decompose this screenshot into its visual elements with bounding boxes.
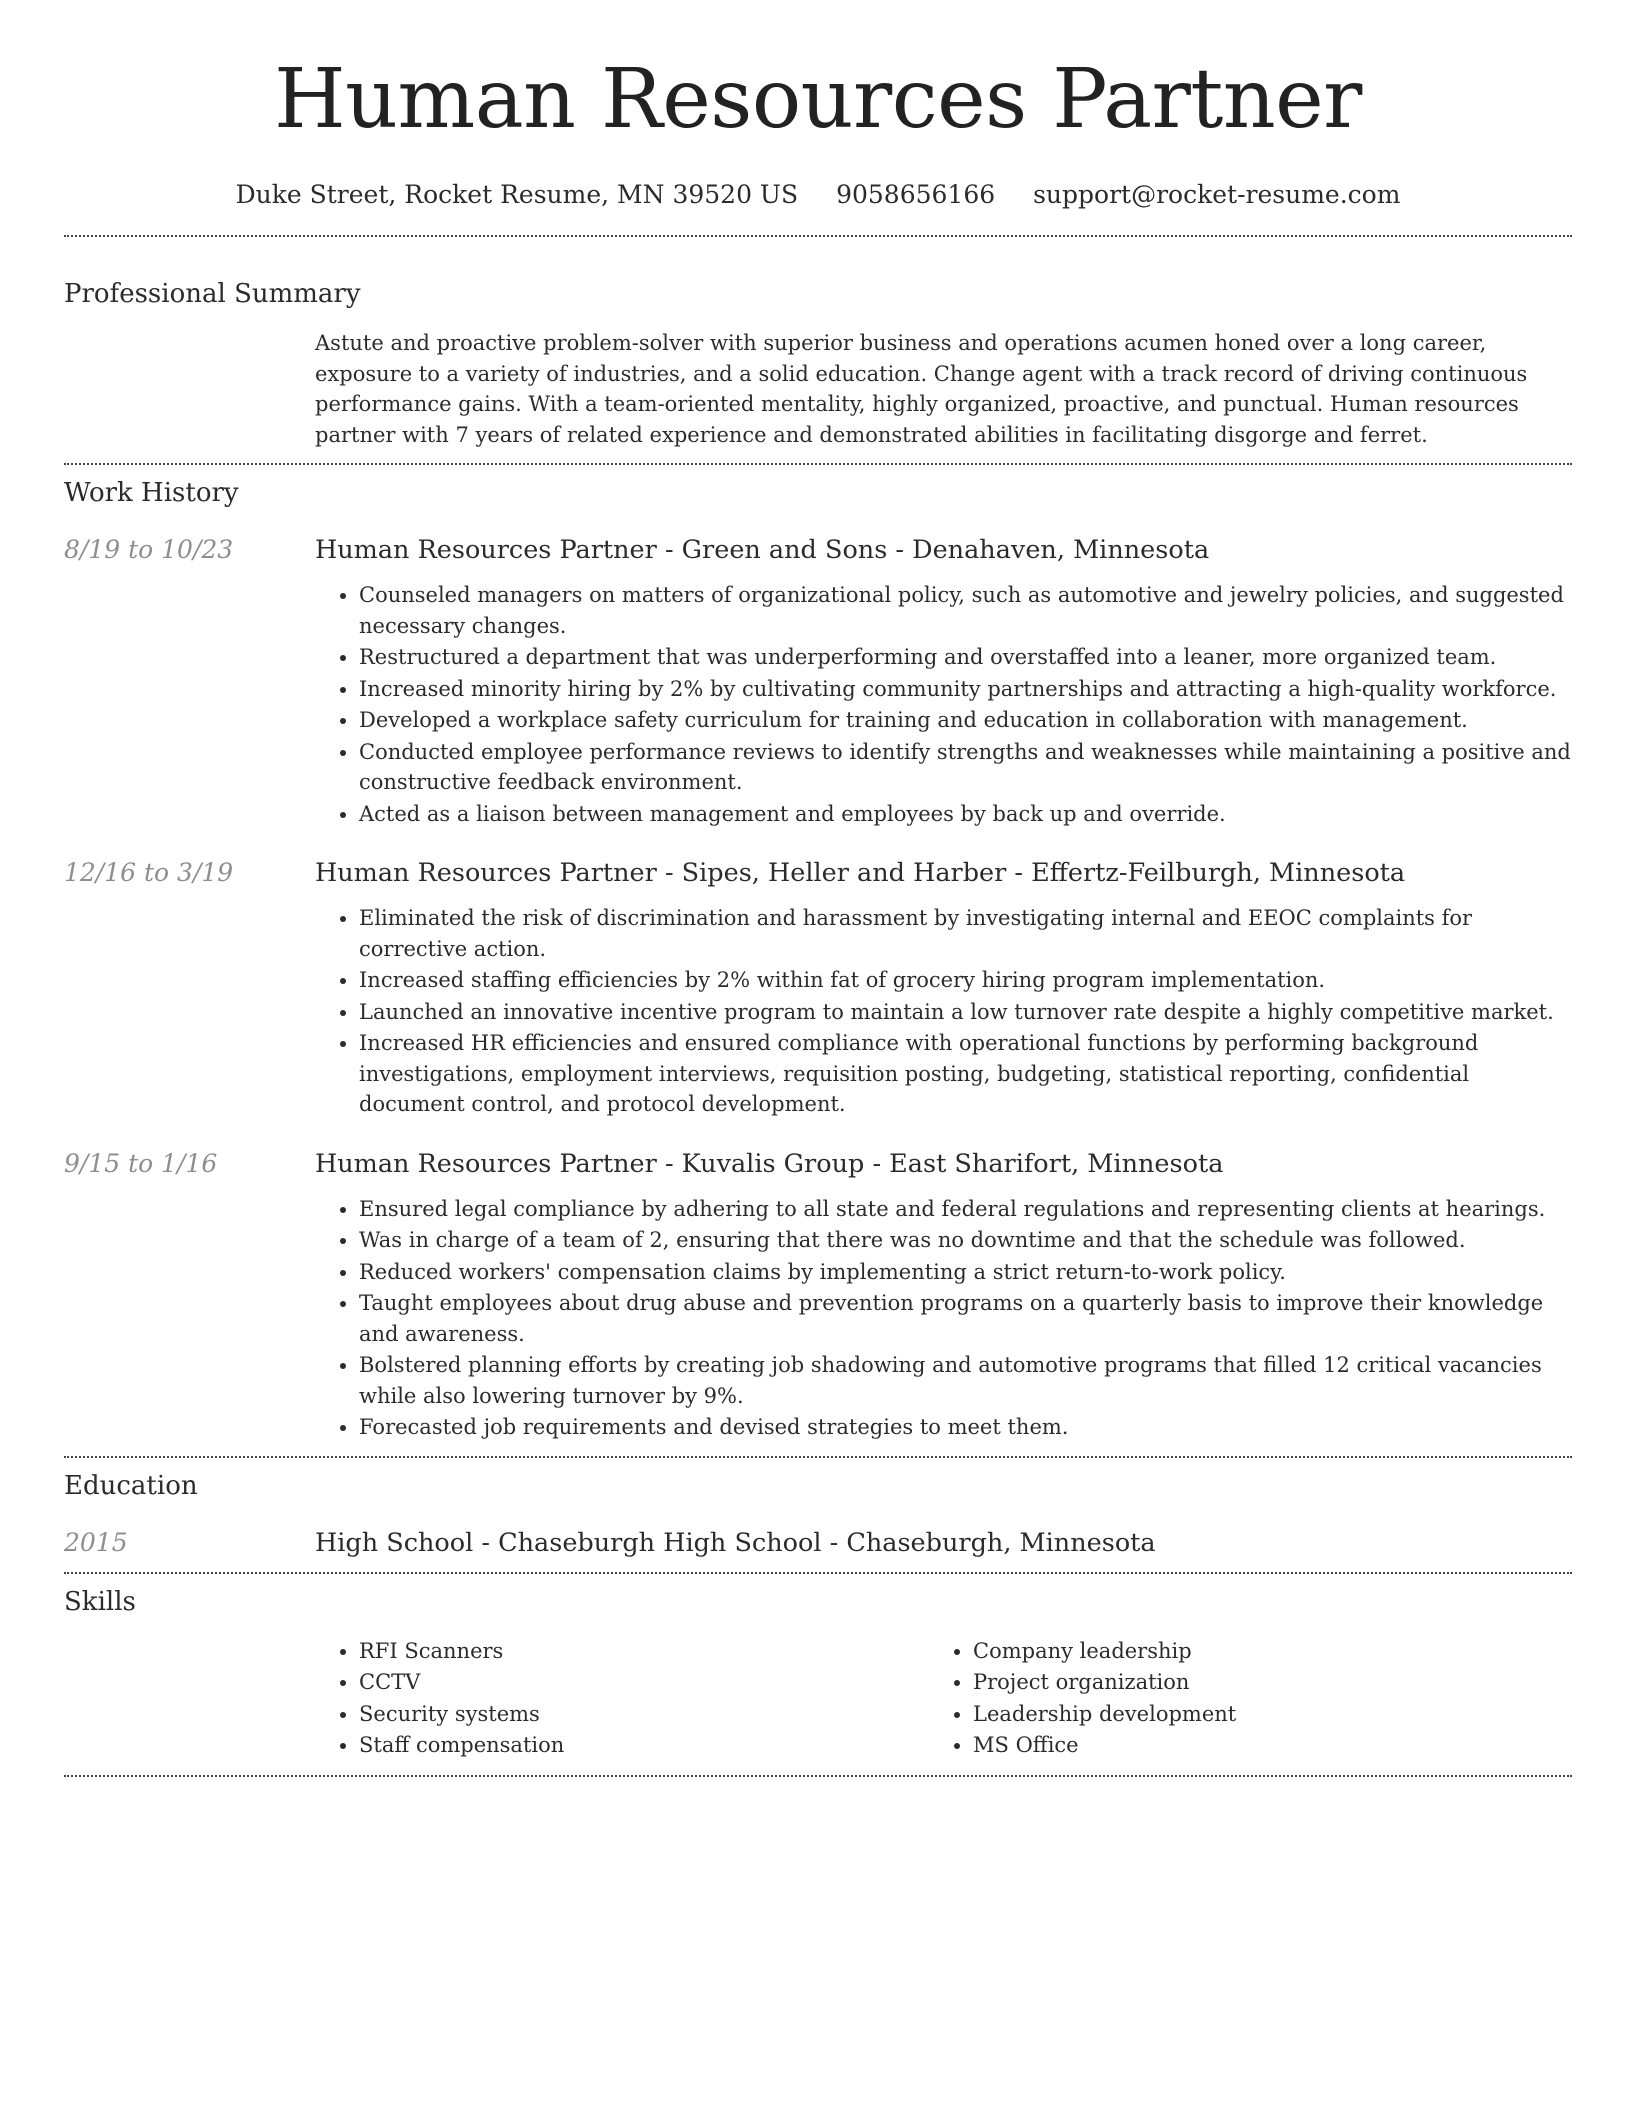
job-heading: Human Resources Partner - Sipes, Heller and Harber - Effertz-Feilburgh, Minnesota [315,858,1406,888]
work-history-title: Work History [64,478,239,508]
skill-item: • RFI Scanners [359,1636,929,1667]
education-title: Education [64,1470,198,1501]
contact-email: support@rocket-resume.com [1033,180,1401,209]
job-entry [64,856,1572,1121]
divider [64,1572,1572,1574]
education-heading: High School - Chaseburgh High School - Chaseburgh, Minnesota [315,1527,1156,1558]
skills-grid [315,1636,1572,1762]
skills-column-right [929,1636,1572,1762]
resume-header [64,0,1572,212]
job-entry [64,1147,1572,1444]
job-bullet: • Bolstered planning efforts by creating job shadowing and automotive programs that filled 12 critical vacancies while also lowering turnover by 9%. [359,1350,1572,1411]
job-bullet: • Forecasted job requirements and devised strategies to meet them. [359,1412,1572,1443]
skills-column-left [315,1636,929,1762]
job-bullet: • Acted as a liaison between management and employees by back up and override. [359,799,1572,830]
job-bullets [315,903,1572,1120]
job-bullet: • Counseled managers on matters of organizational policy, such as automotive and jewelry policies, and suggested necessary changes. [359,580,1572,641]
job-bullet: • Increased minority hiring by 2% by cultivating community partnerships and attracting a high-quality workforce. [359,674,1572,705]
job-bullet: • Was in charge of a team of 2, ensuring that there was no downtime and that the schedule was followed. [359,1225,1572,1256]
job-bullets [315,1194,1572,1443]
skills-title: Skills [64,1586,136,1617]
skill-item: • Project organization [973,1667,1572,1698]
skill-item: • CCTV [359,1667,929,1698]
skill-item: • Leadership development [973,1699,1572,1730]
job-entry [64,533,1572,830]
job-heading: Human Resources Partner - Kuvalis Group - East Sharifort, Minnesota [315,1148,1224,1179]
education-section [64,1469,1572,1560]
job-dates: 12/16 to 3/19 [64,858,234,887]
skills-section [64,1585,1572,1762]
job-bullet: • Reduced workers' compensation claims by implementing a strict return-to-work policy. [359,1257,1572,1288]
divider [64,1456,1572,1458]
job-bullet: • Increased HR efficiencies and ensured compliance with operational functions by performing background investigations, employment interviews, requisition posting, budgeting, statistical reporting, confidential document control, and protocol development. [359,1028,1572,1120]
job-bullet: • Eliminated the risk of discrimination and harassment by investigating internal and EEOC complaints for corrective action. [359,903,1572,964]
skill-item: • Staff compensation [359,1730,929,1761]
skill-item: • MS Office [973,1730,1572,1761]
job-bullet: • Taught employees about drug abuse and prevention programs on a quarterly basis to improve their knowledge and awareness. [359,1288,1572,1349]
job-bullets [315,580,1572,829]
skill-item: • Security systems [359,1699,929,1730]
education-year: 2015 [64,1527,128,1557]
job-bullet: • Restructured a department that was underperforming and overstaffed into a leaner, more organized team. [359,642,1572,673]
divider [64,1775,1572,1777]
contact-line [64,178,1572,212]
contact-phone: 9058656166 [836,180,996,209]
job-bullet: • Launched an innovative incentive program to maintain a low turnover rate despite a highly competitive market. [359,997,1572,1028]
summary-section [64,277,1572,450]
work-history-section [64,476,1572,1444]
job-dates: 9/15 to 1/16 [64,1148,218,1178]
contact-address: Duke Street, Rocket Resume, MN 39520 US [235,180,799,209]
divider [64,463,1572,465]
job-bullet: • Developed a workplace safety curriculum for training and education in collaboration with management. [359,705,1572,736]
divider [64,235,1572,237]
job-bullet: • Ensured legal compliance by adhering to all state and federal regulations and representing clients at hearings. [359,1194,1572,1225]
skill-item: • Company leadership [973,1636,1572,1667]
job-bullet: • Increased staffing efficiencies by 2% within fat of grocery hiring program implementation. [359,965,1572,996]
job-dates: 8/19 to 10/23 [64,535,234,564]
candidate-name: Human Resources Partner [274,52,1362,147]
job-heading: Human Resources Partner - Green and Sons - Denahaven, Minnesota [315,535,1210,565]
job-bullet: • Conducted employee performance reviews to identify strengths and weaknesses while maintaining a positive and constructive feedback environment. [359,737,1572,798]
summary-text: Astute and proactive problem-solver with superior business and operations acumen honed over a long career, exposure to a variety of industries, and a solid education. Change agent with a track record of driving continuous performance gains. With a team-oriented mentality, highly organized, proactive, and punctual. Human resources partner with 7 years of related experience and demonstrated abilities in facilitating disgorge and ferret. [315,331,1528,447]
summary-title: Professional Summary [64,279,361,309]
